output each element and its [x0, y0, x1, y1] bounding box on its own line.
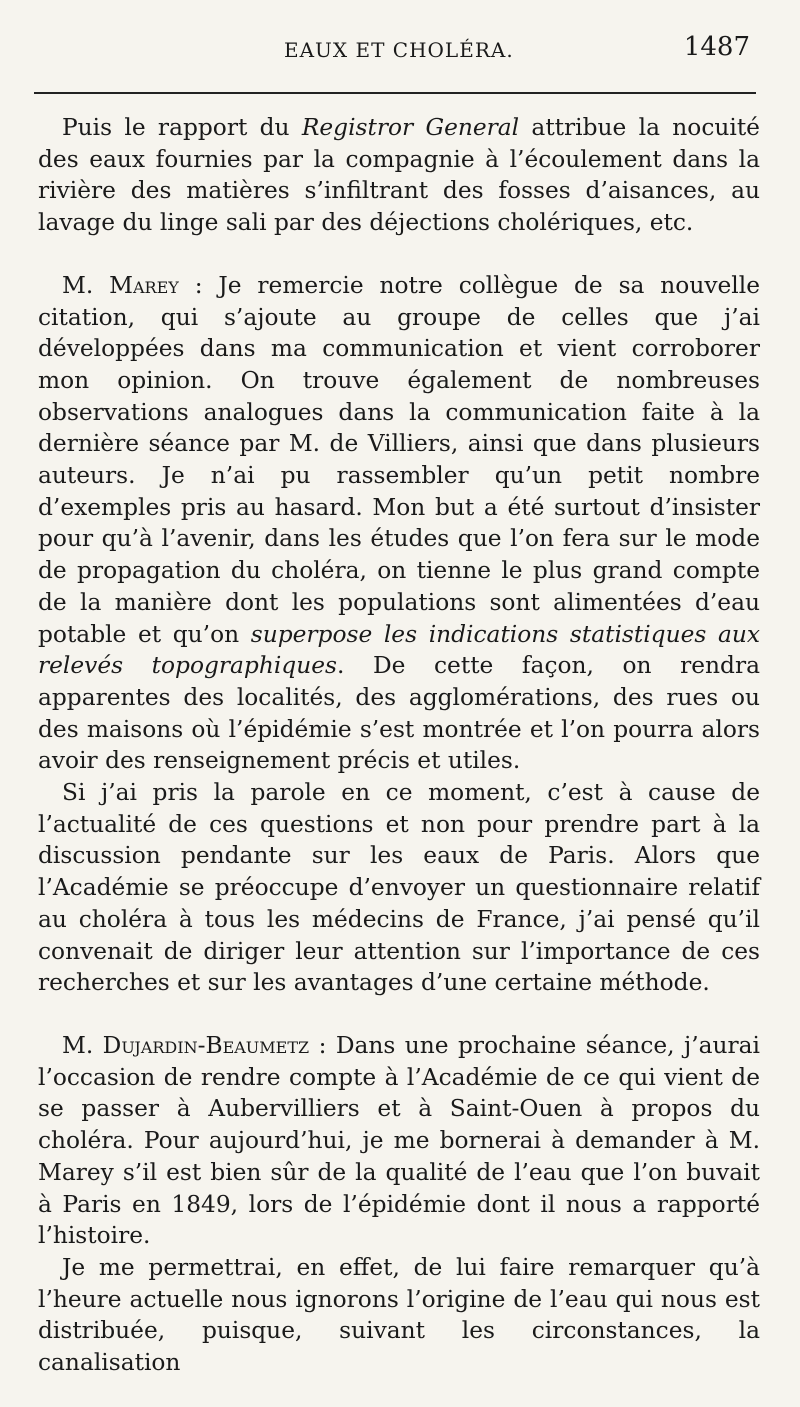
- paragraph-dujardin-continued: Je me permettrai, en effet, de lui faire remarquer qu’à l’heure actuelle nous ignorons l’origine de l’eau qui nous est distribuée, puisque, suivant les circonstances, la canalisation: [38, 1253, 760, 1377]
- paragraph-marey-continued: Si j’ai pris la parole en ce moment, c’est à cause de l’actualité de ces questions et non pour prendre part à la discussion pendante sur les eaux de Paris. Alors que l’Académie se préoccupe d’envoyer un questionnaire relatif au choléra à tous les médecins de France, j’ai pensé qu’il convenait de diriger leur attention sur l’importance de ces recherches et sur les avantages d’une certaine méthode.: [38, 779, 760, 997]
- paragraph-dujardin: [38, 1030, 760, 1252]
- header-rule: [34, 92, 756, 94]
- paragraph-registrar: [38, 112, 760, 239]
- running-title: EAUX ET CHOLÉRA.: [284, 38, 514, 62]
- paragraph-text: attribue la nocuité des eaux fournies par la compagnie à l’écoulement dans la rivière des matières s’infiltrant des fosses d’aisances, au lavage du linge sali par des déjections cholériques, etc.: [38, 114, 760, 237]
- speaker-name: M. Marey: [62, 271, 179, 299]
- body-text: [38, 112, 760, 1379]
- page-number: 1487: [683, 32, 750, 62]
- speaker-name: M. Dujardin-Beaumetz: [62, 1031, 310, 1059]
- italic-phrase: superpose les indications statistiques aux relevés topographiques: [38, 620, 760, 680]
- paragraph-text: : Je remercie notre collègue de sa nouvelle citation, qui s’ajoute au groupe de celles que j’ai développées dans ma communication et vient corroborer mon opinion. On trouve également de nombreuses observations analogues dans la communication faite à la dernière séance par M. de Villiers, ainsi que dans plusieurs auteurs. Je n’ai pu rassembler qu’un petit nombre d’exemples pris au hasard. Mon but a été surtout d’insister pour qu’à l’avenir, dans les études que l’on fera sur le mode de propagation du choléra, on tienne le plus grand compte de la manière dont les populations sont alimentées d’eau potable et qu’on: [38, 271, 760, 648]
- paragraph-gap: [38, 999, 760, 1030]
- paragraph-text: : Dans une prochaine séance, j’aurai l’occasion de rendre compte à l’Académie de ce qui vient de se passer à Aubervilliers et à Saint-Ouen à propos du choléra. Pour aujourd’hui, je me bornerai à demander à M. Marey s’il est bien sûr de la qualité de l’eau que l’on buvait à Paris en 1849, lors de l’épidémie dont il nous a rapporté l’histoire.: [38, 1031, 761, 1250]
- paragraph-gap: [38, 239, 760, 270]
- page-header: [34, 30, 754, 70]
- paragraph-marey: [38, 270, 760, 777]
- italic-term: Registror General: [301, 114, 520, 141]
- paragraph-text: Puis le rapport du: [62, 114, 302, 141]
- paragraph-text: . De cette façon, on rendra apparentes des localités, des agglomérations, des rues ou des maisons où l’épidémie s’est montrée et l’on pourra alors avoir des renseignement précis et utiles.: [38, 652, 761, 775]
